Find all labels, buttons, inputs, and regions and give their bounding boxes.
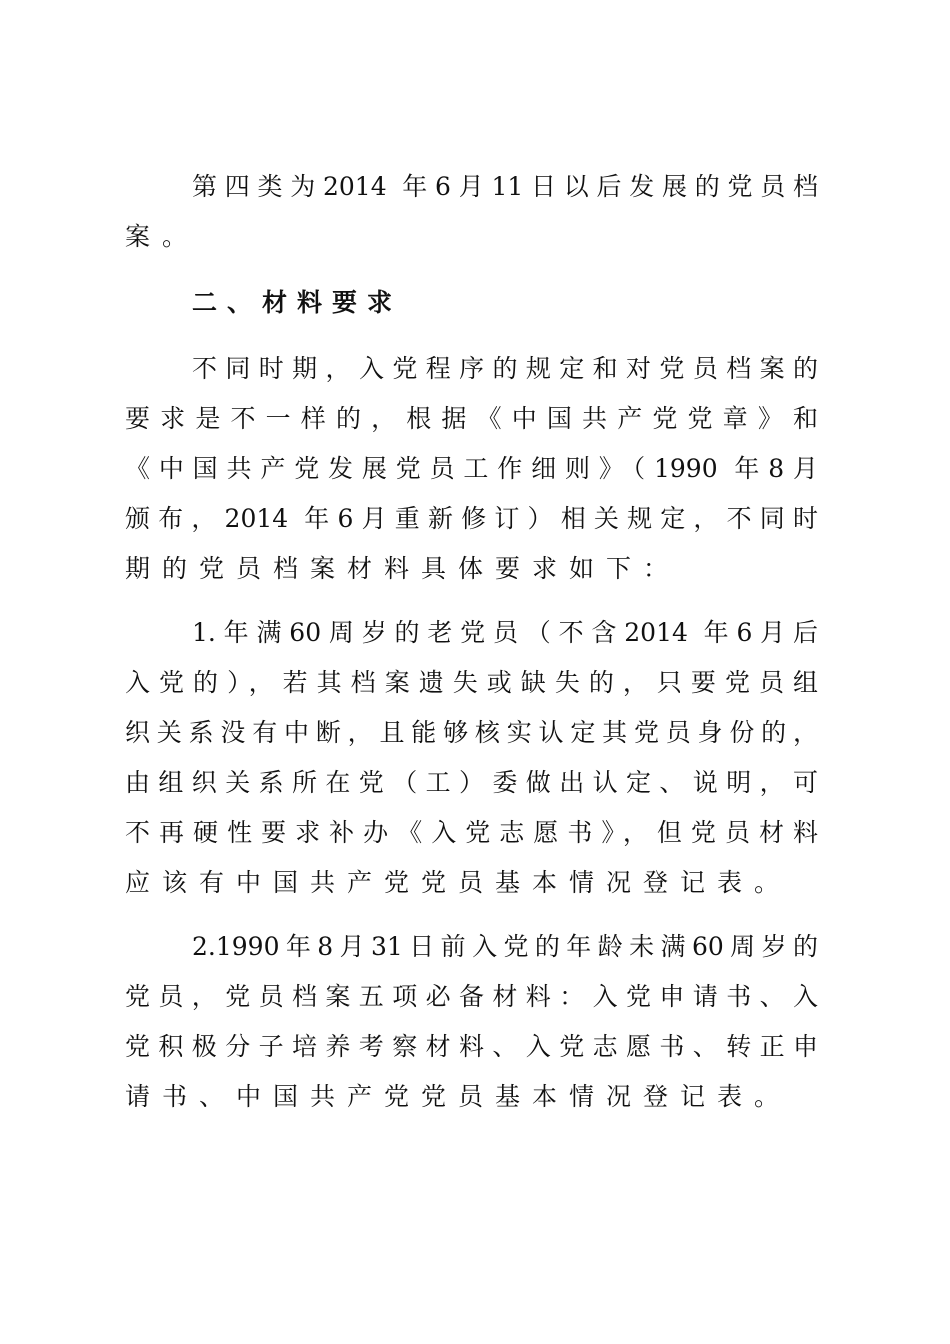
paragraph-2-line-2: 要求是不一样的，根据《中国共产党党章》和 xyxy=(125,404,818,433)
paragraph-4-line-2: 党员，党员档案五项必备材料：入党申请书、入 xyxy=(125,982,818,1011)
paragraph-2-line-4: 颁布，2014 年6月重新修订）相关规定，不同时 xyxy=(125,504,818,533)
paragraph-2-line-5: 期的党员档案材料具体要求如下： xyxy=(125,554,681,583)
paragraph-1-line-2: 案。 xyxy=(125,222,200,251)
paragraph-3-line-3: 织关系没有中断，且能够核实认定其党员身份的， xyxy=(125,718,818,747)
paragraph-2-line-3: 《中国共产党发展党员工作细则》（1990 年8月 xyxy=(125,454,818,483)
paragraph-4-line-1: 2.1990年8月31日前入党的年龄未满60周岁的 xyxy=(192,932,818,961)
paragraph-4-line-4: 请书、中国共产党党员基本情况登记表。 xyxy=(125,1082,792,1111)
paragraph-3-line-4: 由组织关系所在党（工）委做出认定、说明，可 xyxy=(125,768,818,797)
paragraph-3-line-1: 1.年满60周岁的老党员（不含2014 年6月后 xyxy=(192,618,818,647)
section-heading: 二、材料要求 xyxy=(192,288,403,317)
paragraph-2-line-1: 不同时期，入党程序的规定和对党员档案的 xyxy=(192,354,818,383)
paragraph-1-line-1: 第四类为2014 年6月11日以后发展的党员档 xyxy=(192,172,818,201)
paragraph-3-line-5: 不再硬性要求补办《入党志愿书》，但党员材料 xyxy=(125,818,818,847)
paragraph-3-line-6: 应该有中国共产党党员基本情况登记表。 xyxy=(125,868,792,897)
paragraph-3-line-2: 入党的），若其档案遗失或缺失的，只要党员组 xyxy=(125,668,818,697)
paragraph-4-line-3: 党积极分子培养考察材料、入党志愿书、转正申 xyxy=(125,1032,818,1061)
